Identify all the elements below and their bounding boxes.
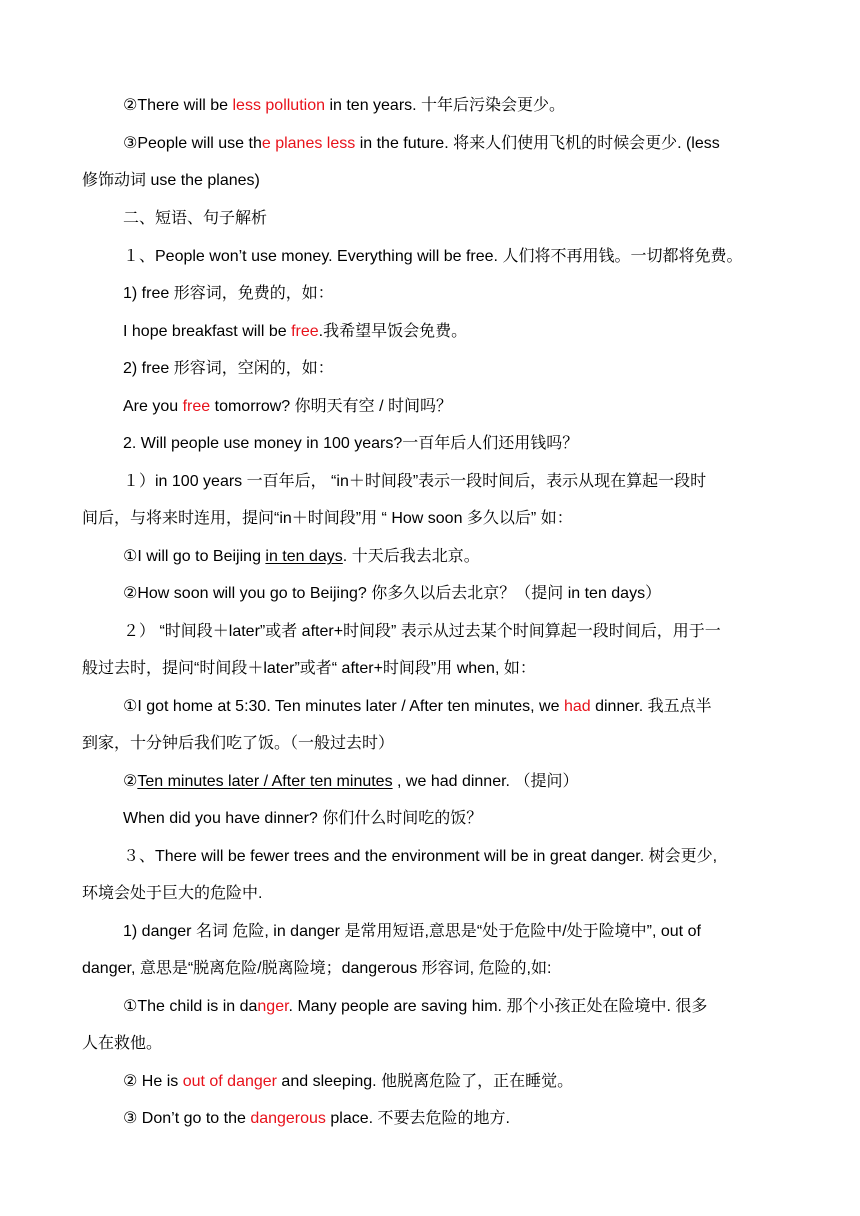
text-segment: 般过去时，提问“时间段＋later”或者“ after+时间段”用 when, 如：: [82, 660, 536, 677]
text-segment: ３、There will be fewer trees and the environment will be in great danger. 树会更少,: [123, 848, 718, 865]
highlighted-text: had: [563, 698, 591, 715]
text-line: [123, 283, 823, 305]
text-segment: I hope breakfast will be: [123, 323, 292, 340]
underlined-text: Ten minutes later / After ten minutes: [137, 773, 393, 790]
highlighted-text: e planes less: [261, 135, 356, 152]
text-line: [82, 658, 782, 680]
text-segment: ①I will go to Beijing: [123, 548, 266, 565]
text-line: [123, 808, 823, 830]
text-segment: 间后，与将来时连用，提问“in＋时间段”用 “ How soon 多久以后” 如：: [82, 510, 573, 527]
text-line: [82, 733, 782, 755]
text-segment: and sleeping. 他脱离危险了，正在睡觉。: [276, 1073, 574, 1090]
text-segment: 二、短语、句子解析: [123, 210, 268, 227]
text-segment: .我希望早饭会免费。: [318, 323, 468, 340]
text-line: [123, 1108, 823, 1130]
text-segment: ②: [123, 773, 138, 790]
text-line: [123, 471, 823, 493]
text-line: [82, 1033, 782, 1055]
text-segment: ①I got home at 5:30. Ten minutes later / After ten minutes, we: [123, 698, 564, 715]
text-line: [123, 621, 823, 643]
text-segment: ③People will use th: [123, 135, 262, 152]
text-line: [123, 433, 823, 455]
text-line: [82, 508, 782, 530]
text-line: [123, 95, 823, 117]
text-segment: １）in 100 years 一百年后， “in＋时间段”表示一段时间后，表示从现在算起一段时: [123, 473, 707, 490]
text-segment: When did you have dinner? 你们什么时间吃的饭？: [123, 810, 483, 827]
text-segment: 修饰动词 use the planes): [82, 172, 260, 189]
text-segment: 环境会处于巨大的危险中.: [82, 885, 263, 902]
highlighted-text: dangerous: [250, 1110, 326, 1127]
text-line: [123, 133, 823, 155]
text-line: [123, 846, 823, 868]
text-line: [82, 883, 782, 905]
text-segment: in the future. 将来人们使用飞机的时候会更少. (less: [355, 135, 720, 152]
text-segment: in ten years. 十年后污染会更少。: [325, 97, 566, 114]
text-segment: ２） “时间段＋later”或者 after+时间段” 表示从过去某个时间算起一段时间后，用于一: [123, 623, 721, 640]
text-segment: 人在救他。: [82, 1035, 163, 1052]
text-segment: １、People won’t use money. Everything will be free. 人们将不再用钱。一切都将免费。: [123, 248, 743, 265]
text-line: [82, 170, 782, 192]
text-line: [123, 358, 823, 380]
highlighted-text: out of danger: [182, 1073, 277, 1090]
text-segment: , we had dinner. （提问）: [392, 773, 579, 790]
text-line: [123, 1071, 823, 1093]
text-segment: . 十天后我去北京。: [342, 548, 480, 565]
highlighted-text: free: [182, 398, 211, 415]
text-segment: dinner. 我五点半: [590, 698, 712, 715]
text-segment: . Many people are saving him. 那个小孩正处在险境中. 很多: [288, 998, 708, 1015]
text-line: [123, 546, 823, 568]
text-line: [123, 246, 823, 268]
text-segment: ② He is: [123, 1073, 183, 1090]
text-segment: ②There will be: [123, 97, 233, 114]
section-heading: [123, 208, 823, 230]
text-segment: 2) free 形容词，空闲的，如：: [123, 360, 334, 377]
text-segment: place. 不要去危险的地方.: [325, 1110, 510, 1127]
text-line: [123, 996, 823, 1018]
text-line: [123, 696, 823, 718]
text-segment: Are you: [123, 398, 183, 415]
text-line: [123, 771, 823, 793]
text-segment: tomorrow? 你明天有空 / 时间吗？: [210, 398, 452, 415]
text-segment: danger, 意思是“脱离危险/脱离险境；dangerous 形容词, 危险的,如:: [82, 960, 552, 977]
text-line: [123, 321, 823, 343]
text-segment: 到家，十分钟后我们吃了饭。（一般过去时）: [82, 735, 395, 752]
text-segment: ①The child is in da: [123, 998, 258, 1015]
underlined-text: in ten days: [265, 548, 343, 565]
text-line: [82, 958, 782, 980]
text-segment: 2. Will people use money in 100 years?一百年后人们还用钱吗？: [123, 435, 579, 452]
text-segment: ③ Don’t go to the: [123, 1110, 251, 1127]
text-segment: 1) danger 名词 危险, in danger 是常用短语,意思是“处于危险中/处于险境中”, out of: [123, 923, 701, 940]
text-segment: ②How soon will you go to Beijing? 你多久以后去北京？（提问 in ten days）: [123, 585, 662, 602]
text-segment: 1) free 形容词，免费的，如：: [123, 285, 334, 302]
highlighted-text: nger: [257, 998, 289, 1015]
highlighted-text: free: [291, 323, 319, 340]
text-line: [123, 396, 823, 418]
text-line: [123, 921, 823, 943]
text-line: [123, 583, 823, 605]
highlighted-text: less pollution: [232, 97, 325, 114]
